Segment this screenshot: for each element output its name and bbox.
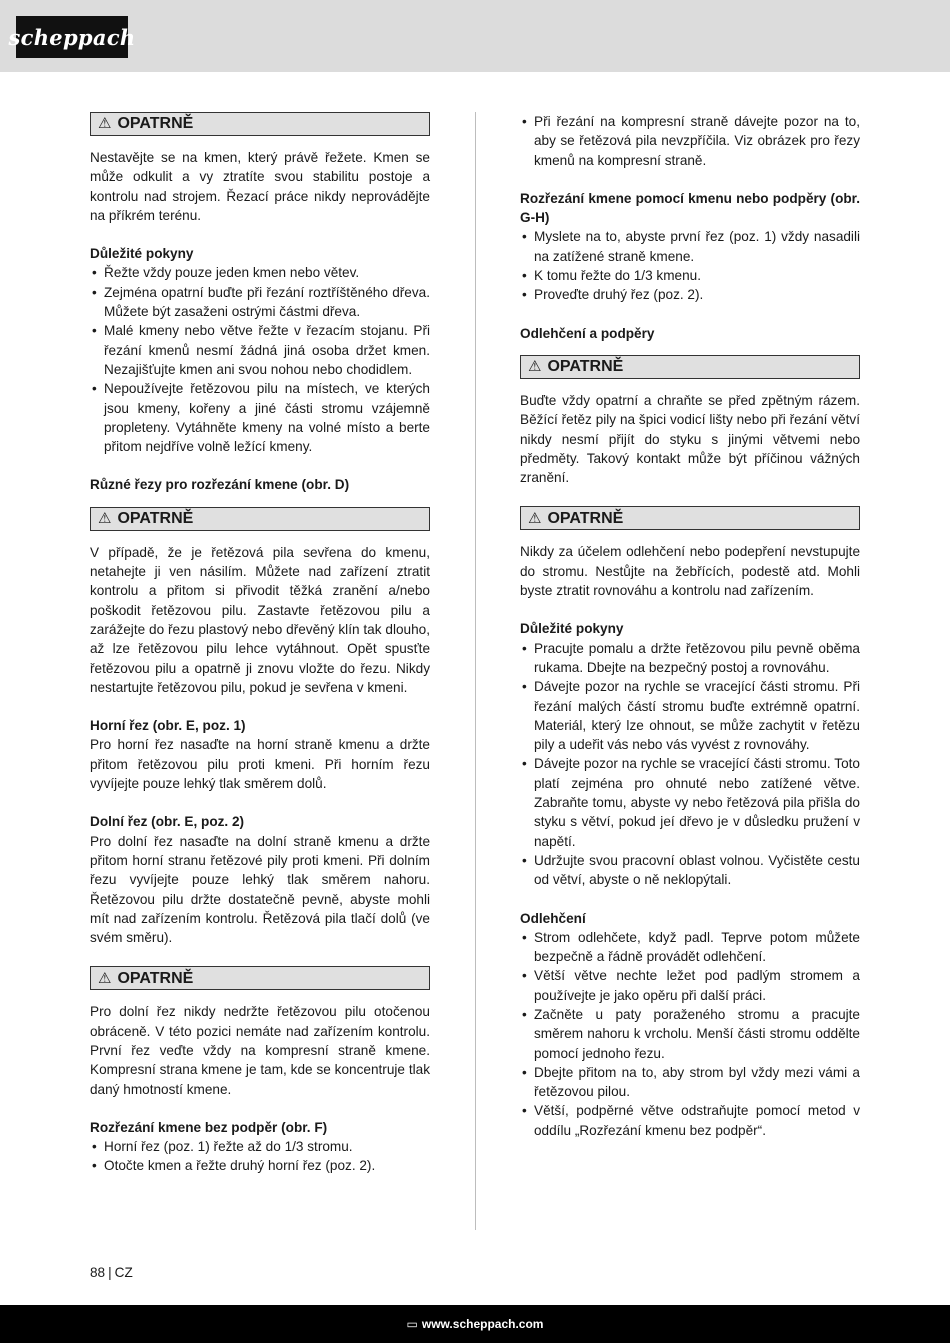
right-column (520, 112, 860, 1140)
brand-logo: scheppach (16, 16, 128, 58)
page-number-value: 88 (90, 1265, 106, 1280)
list-item: • Větší, podpěrné větve odstraňujte pomocí metod v oddílu „Rozřezání kmenu bez podpěr“. (520, 1101, 860, 1140)
language-code: CZ (114, 1265, 133, 1280)
bullet-list (520, 928, 860, 1140)
caution-box (90, 966, 430, 990)
list-item: • Větší větve nechte ležet pod padlým stromem a používejte je jako opěru při další práci. (520, 966, 860, 1005)
list-item: • Zejména opatrní buďte při řezání roztříštěného dřeva. Můžete být zasaženi ostrými částmi dřeva. (90, 283, 430, 322)
caution-box (90, 507, 430, 531)
section-heading: Horní řez (obr. E, poz. 1) (90, 718, 246, 734)
caution-label: OPATRNĚ (117, 969, 194, 987)
caution-box (520, 506, 860, 530)
list-item: • Myslete na to, abyste první řez (poz. 1) vždy nasadili na zatížené straně kmene. (520, 227, 860, 266)
caution-text: Nikdy za účelem odlehčení nebo podepření nevstupujte do stromu. Nestůjte na žebřících, podestě atd. Mohli byste ztratit rovnováhu a kontrolu nad zařízením. (520, 544, 860, 599)
section-heading: Různé řezy pro rozřezání kmene (obr. D) (90, 477, 350, 493)
caution-box (90, 112, 430, 136)
warning-triangle-icon: ⚠ (98, 510, 112, 528)
list-item: • Malé kmeny nebo větve řežte v řezacím stojanu. Při řezání kmenů nesmí žádná jiná osoba držet kmen. Nezajišťujte kmen ani svou nohou nebo chodidlem. (90, 321, 430, 379)
paragraph: Pro horní řez nasaďte na horní straně kmenu a držte přitom řetězovou pilu proti kmeni. Při horním řezu vyvíjejte pouze lehký tlak směrem dolů. (90, 737, 430, 792)
list-item: • Dávejte pozor na rychle se vracející části stromu. Toto platí zejména pro ohnuté nebo zatížené větve. Zabraňte tomu, abyste vy nebo řetězová pila přišla do styku s větví, pokud jeí dřevo je v důsledku pružení v napětí. (520, 754, 860, 850)
page-number (90, 1265, 133, 1280)
warning-triangle-icon: ⚠ (528, 358, 542, 376)
caution-label: OPATRNĚ (117, 115, 194, 133)
list-item: • Nepoužívejte řetězovou pilu na místech, ve kterých jsou kmeny, kořeny a jiné části stromu vzájemně propleteny. Vytáhněte kmeny na volné místo a berte přitom nejdříve volně ležící kmeny. (90, 379, 430, 456)
list-item: • Proveďte druhý řez (poz. 2). (520, 285, 860, 304)
caution-text: V případě, že je řetězová pila sevřena do kmenu, netahejte ji ven násilím. Můžete nad zařízení ztratit kontrolu a přitom si přivodit těžká zranění a/nebo poškodit řetězovou pilu. Zastavte řetězovou pilu a zarážejte do řezu plastový nebo dřevěný klín tak dlouho, až lze řetězovou pilu lehce vytáhnout. Opět spusťte řetězovou pilu a opatrně ji znovu vložte do řezu. Nikdy nestartujte řetězovou pilu, pokud je sevřena v kmeni. (90, 544, 430, 695)
caution-label: OPATRNĚ (547, 509, 624, 527)
list-item: • Otočte kmen a řežte druhý horní řez (poz. 2). (90, 1156, 430, 1175)
caution-box (520, 355, 860, 379)
column-divider (475, 112, 476, 1230)
caution-label: OPATRNĚ (117, 510, 194, 528)
list-item: • Dávejte pozor na rychle se vracející části stromu. Při řezání malých částí stromu buďte extrémně opatrní. Materiál, který lze ohnout, se může zachytit v řetězu pily a udeřit vás nebo vás vyvést z rovnováhy. (520, 677, 860, 754)
section-heading: Odlehčení a podpěry (520, 325, 655, 341)
list-item: • Řežte vždy pouze jeden kmen nebo větev. (90, 263, 430, 282)
warning-triangle-icon: ⚠ (98, 115, 112, 133)
warning-triangle-icon: ⚠ (528, 509, 542, 527)
caution-text: Buďte vždy opatrní a chraňte se před zpětným rázem. Běžící řetěz pily na špici vodicí lišty nebo při řezání větví nikdy nesmí přijít do styku s jinými větvemi nebo předměty. Takový kontakt může být příčinou vážných zranění. (520, 392, 860, 486)
website-link[interactable]: www.scheppach.com (421, 1317, 544, 1331)
header-bar (0, 0, 950, 72)
caution-label: OPATRNĚ (547, 358, 624, 376)
list-item: • Při řezání na kompresní straně dávejte pozor na to, aby se řetězová pila nevzpříčila. Viz obrázek pro řezy kmenů na kompresní straně. (520, 112, 860, 170)
list-item: • Pracujte pomalu a držte řetězovou pilu pevně oběma rukama. Dbejte na bezpečný postoj a rovnováhu. (520, 639, 860, 678)
bullet-list (520, 639, 860, 890)
bullet-list (520, 227, 860, 304)
bullet-list (520, 112, 860, 170)
caution-text: Pro dolní řez nikdy nedržte řetězovou pilu otočenou obráceně. V této pozici nemáte nad zařízením kontrolu. První řez veďte vždy na kompresní straně kmene. Kompresní strana kmene je tam, kde se koncentruje tlak daný hmotností kmene. (90, 1004, 430, 1097)
list-item: • K tomu řežte do 1/3 kmenu. (520, 266, 860, 285)
section-heading: Důležité pokyny (520, 621, 624, 637)
monitor-icon: ▭ (406, 1317, 418, 1331)
section-heading: Rozřezání kmene bez podpěr (obr. F) (90, 1119, 328, 1135)
warning-triangle-icon: ⚠ (98, 969, 112, 987)
list-item: • Strom odlehčete, když padl. Teprve potom můžete bezpečně a řádně provádět odlehčení. (520, 928, 860, 967)
list-item: • Dbejte přitom na to, aby strom byl vždy mezi vámi a řetězovou pilou. (520, 1063, 860, 1102)
page-separator: | (108, 1265, 112, 1280)
bullet-list (90, 1137, 430, 1176)
list-item: • Začněte u paty poraženého stromu a pracujte směrem nahoru k vrcholu. Menší části stromu oddělte pomocí jednoho řezu. (520, 1005, 860, 1063)
section-heading: Dolní řez (obr. E, poz. 2) (90, 814, 245, 830)
list-item: • Horní řez (poz. 1) řežte až do 1/3 stromu. (90, 1137, 430, 1156)
section-heading: Odlehčení (520, 910, 586, 926)
list-item: • Udržujte svou pracovní oblast volnou. Vyčistěte cestu od větví, abyste o ně neklopýtali. (520, 851, 860, 890)
section-heading: Důležité pokyny (90, 246, 194, 262)
caution-text: Nestavějte se na kmen, který právě řežete. Kmen se může odkulit a vy ztratíte svou stabilitu postoje a kontrolu nad strojem. Řezací práce nikdy neprovádějte na příkrém terénu. (90, 150, 430, 223)
footer-bar (0, 1305, 950, 1343)
left-column (90, 112, 430, 1176)
bullet-list (90, 263, 430, 456)
section-heading: Rozřezání kmene pomocí kmenu nebo podpěry (obr. G-H) (520, 190, 860, 226)
paragraph: Pro dolní řez nasaďte na dolní straně kmenu a držte přitom horní stranu řetězové pily proti kmeni. Při dolním řezu vyvíjejte pouze lehký tlak směrem nahoru. Řetězovou pilu držte dostatečně pevně, abyste mohli mít nad zařízením kontrolu. Řetězová pila tlačí dolů (ve svém směru). (90, 833, 430, 946)
